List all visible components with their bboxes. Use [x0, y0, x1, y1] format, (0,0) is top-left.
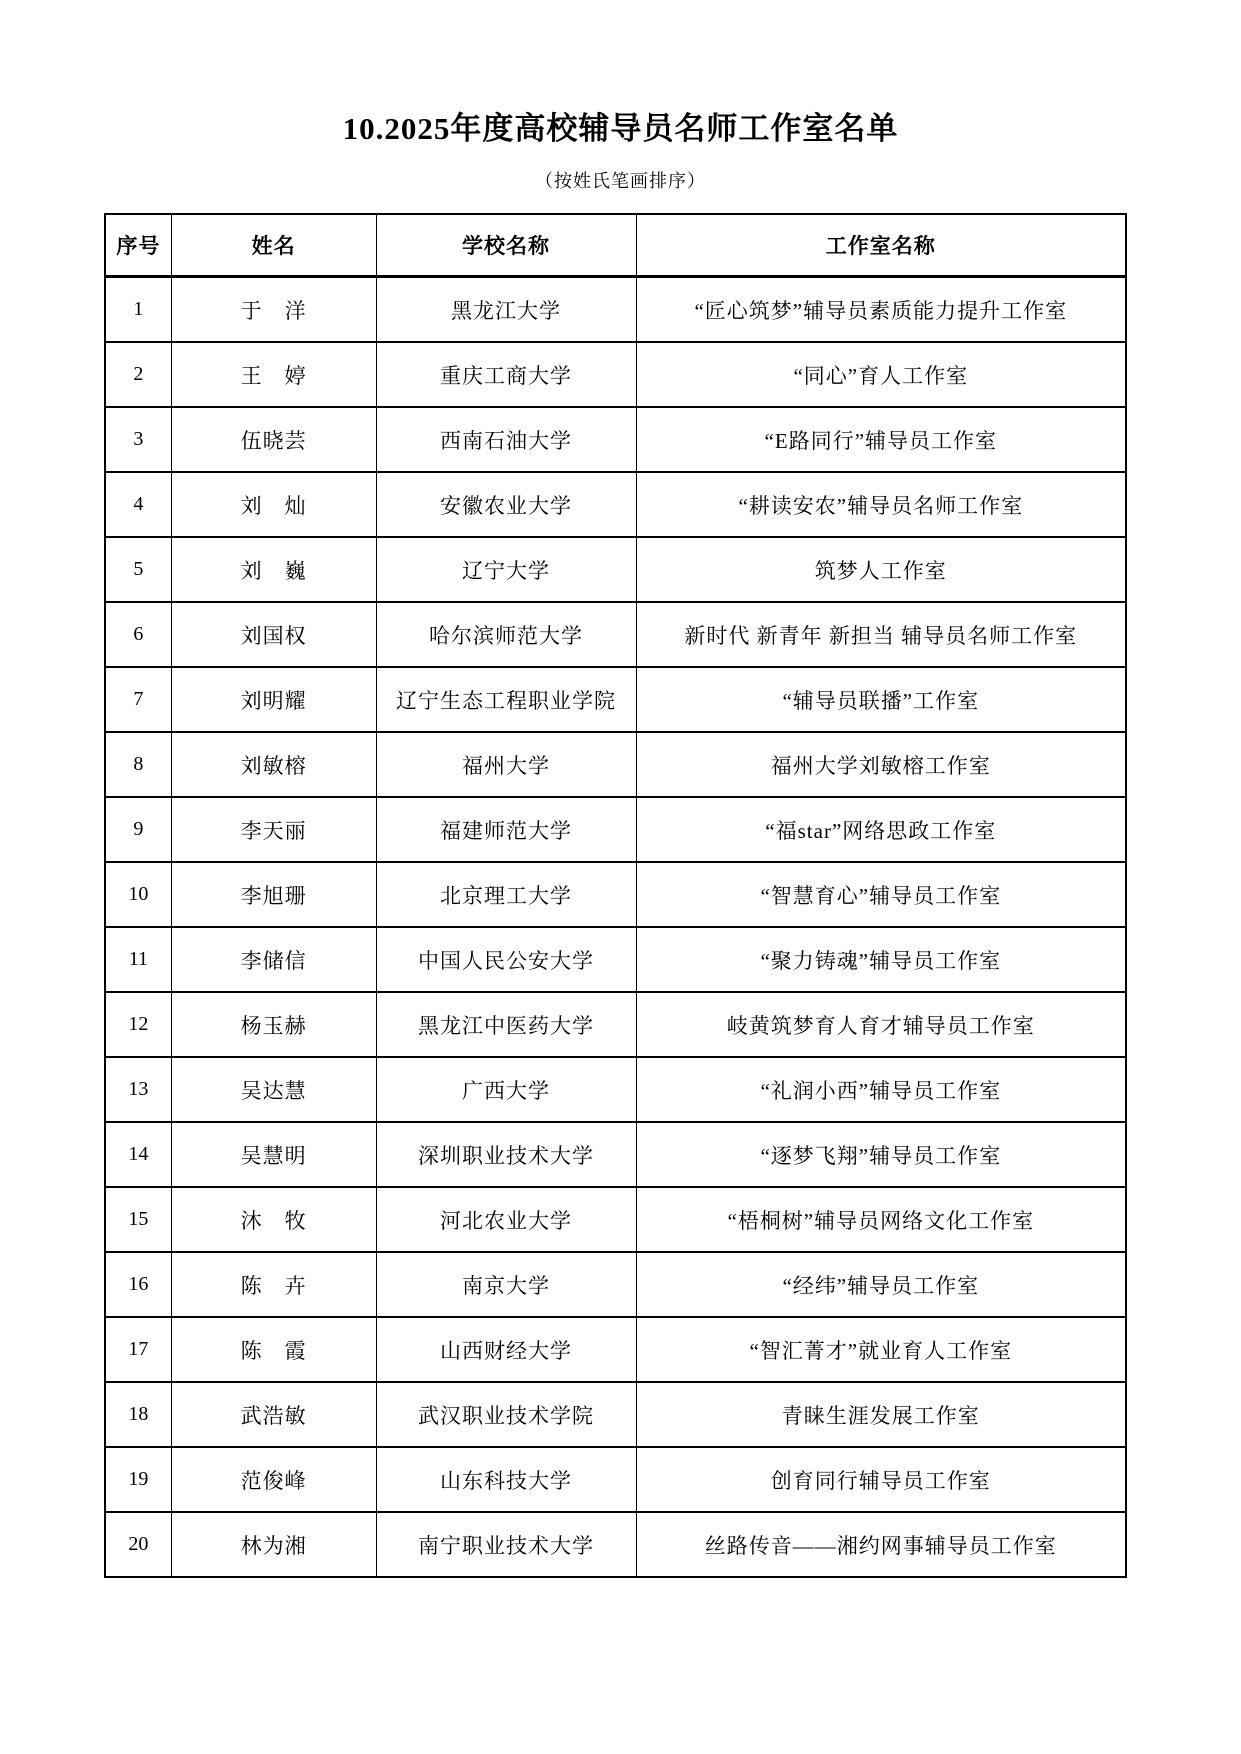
cell-index: 16 — [105, 1252, 171, 1317]
cell-name: 刘敏榕 — [171, 732, 376, 797]
cell-studio: 创育同行辅导员工作室 — [636, 1447, 1126, 1512]
cell-name: 伍晓芸 — [171, 407, 376, 472]
cell-index: 18 — [105, 1382, 171, 1447]
cell-name: 范俊峰 — [171, 1447, 376, 1512]
column-header-index: 序号 — [105, 214, 171, 277]
cell-school: 重庆工商大学 — [376, 342, 636, 407]
cell-name: 刘国权 — [171, 602, 376, 667]
cell-studio: “智慧育心”辅导员工作室 — [636, 862, 1126, 927]
cell-school: 中国人民公安大学 — [376, 927, 636, 992]
cell-studio: 岐黄筑梦育人育才辅导员工作室 — [636, 992, 1126, 1057]
cell-school: 山东科技大学 — [376, 1447, 636, 1512]
cell-index: 13 — [105, 1057, 171, 1122]
table-header-row — [105, 214, 1126, 277]
cell-index: 9 — [105, 797, 171, 862]
page-subtitle: （按姓氏笔画排序） — [535, 171, 706, 191]
cell-studio: “福star”网络思政工作室 — [636, 797, 1126, 862]
cell-index: 1 — [105, 277, 171, 343]
cell-index: 19 — [105, 1447, 171, 1512]
cell-name: 李旭珊 — [171, 862, 376, 927]
table-row — [105, 862, 1126, 927]
table-row — [105, 602, 1126, 667]
cell-index: 14 — [105, 1122, 171, 1187]
cell-index: 7 — [105, 667, 171, 732]
cell-name: 杨玉赫 — [171, 992, 376, 1057]
cell-index: 20 — [105, 1512, 171, 1577]
table-row — [105, 1447, 1126, 1512]
table-row — [105, 342, 1126, 407]
table-row — [105, 407, 1126, 472]
table-row — [105, 797, 1126, 862]
cell-name: 刘明耀 — [171, 667, 376, 732]
cell-studio: “辅导员联播”工作室 — [636, 667, 1126, 732]
cell-school: 广西大学 — [376, 1057, 636, 1122]
cell-name: 吴达慧 — [171, 1057, 376, 1122]
cell-name: 李储信 — [171, 927, 376, 992]
cell-name: 沐 牧 — [171, 1187, 376, 1252]
cell-index: 8 — [105, 732, 171, 797]
cell-index: 17 — [105, 1317, 171, 1382]
cell-studio: 福州大学刘敏榕工作室 — [636, 732, 1126, 797]
cell-name: 王 婷 — [171, 342, 376, 407]
cell-index: 4 — [105, 472, 171, 537]
cell-school: 深圳职业技术大学 — [376, 1122, 636, 1187]
table-body — [105, 277, 1126, 1578]
cell-name: 刘 巍 — [171, 537, 376, 602]
cell-name: 刘 灿 — [171, 472, 376, 537]
cell-studio: “匠心筑梦”辅导员素质能力提升工作室 — [636, 277, 1126, 343]
cell-studio: “同心”育人工作室 — [636, 342, 1126, 407]
cell-school: 南宁职业技术大学 — [376, 1512, 636, 1577]
cell-studio: 筑梦人工作室 — [636, 537, 1126, 602]
cell-studio: “逐梦飞翔”辅导员工作室 — [636, 1122, 1126, 1187]
cell-school: 北京理工大学 — [376, 862, 636, 927]
cell-index: 6 — [105, 602, 171, 667]
cell-studio: 丝路传音——湘约网事辅导员工作室 — [636, 1512, 1126, 1577]
table-row — [105, 1512, 1126, 1577]
roster-table — [104, 213, 1127, 1578]
column-header-studio: 工作室名称 — [636, 214, 1126, 277]
cell-studio: “礼润小西”辅导员工作室 — [636, 1057, 1126, 1122]
cell-name: 林为湘 — [171, 1512, 376, 1577]
column-header-school: 学校名称 — [376, 214, 636, 277]
cell-studio: “智汇菁才”就业育人工作室 — [636, 1317, 1126, 1382]
cell-index: 15 — [105, 1187, 171, 1252]
table-row — [105, 1057, 1126, 1122]
table-row — [105, 732, 1126, 797]
cell-school: 哈尔滨师范大学 — [376, 602, 636, 667]
cell-name: 武浩敏 — [171, 1382, 376, 1447]
table-row — [105, 1122, 1126, 1187]
cell-name: 陈 卉 — [171, 1252, 376, 1317]
cell-name: 吴慧明 — [171, 1122, 376, 1187]
table-row — [105, 927, 1126, 992]
table-row — [105, 472, 1126, 537]
cell-index: 5 — [105, 537, 171, 602]
cell-studio: “E路同行”辅导员工作室 — [636, 407, 1126, 472]
cell-studio: 新时代 新青年 新担当 辅导员名师工作室 — [636, 602, 1126, 667]
table-row — [105, 1187, 1126, 1252]
cell-school: 福建师范大学 — [376, 797, 636, 862]
cell-index: 3 — [105, 407, 171, 472]
cell-school: 辽宁生态工程职业学院 — [376, 667, 636, 732]
cell-school: 安徽农业大学 — [376, 472, 636, 537]
cell-school: 武汉职业技术学院 — [376, 1382, 636, 1447]
page-title: 10.2025年度高校辅导员名师工作室名单 — [342, 111, 899, 146]
cell-school: 河北农业大学 — [376, 1187, 636, 1252]
cell-index: 10 — [105, 862, 171, 927]
cell-school: 山西财经大学 — [376, 1317, 636, 1382]
cell-name: 于 洋 — [171, 277, 376, 343]
cell-school: 西南石油大学 — [376, 407, 636, 472]
cell-name: 陈 霞 — [171, 1317, 376, 1382]
cell-studio: 青睐生涯发展工作室 — [636, 1382, 1126, 1447]
cell-school: 福州大学 — [376, 732, 636, 797]
table-row — [105, 667, 1126, 732]
cell-index: 2 — [105, 342, 171, 407]
cell-name: 李天丽 — [171, 797, 376, 862]
table-row — [105, 277, 1126, 343]
cell-school: 黑龙江中医药大学 — [376, 992, 636, 1057]
table-row — [105, 992, 1126, 1057]
column-header-name: 姓名 — [171, 214, 376, 277]
cell-index: 12 — [105, 992, 171, 1057]
cell-school: 南京大学 — [376, 1252, 636, 1317]
table-row — [105, 1317, 1126, 1382]
cell-studio: “梧桐树”辅导员网络文化工作室 — [636, 1187, 1126, 1252]
cell-index: 11 — [105, 927, 171, 992]
cell-school: 辽宁大学 — [376, 537, 636, 602]
cell-school: 黑龙江大学 — [376, 277, 636, 343]
table-row — [105, 1382, 1126, 1447]
table-row — [105, 1252, 1126, 1317]
cell-studio: “耕读安农”辅导员名师工作室 — [636, 472, 1126, 537]
cell-studio: “经纬”辅导员工作室 — [636, 1252, 1126, 1317]
table-row — [105, 537, 1126, 602]
cell-studio: “聚力铸魂”辅导员工作室 — [636, 927, 1126, 992]
